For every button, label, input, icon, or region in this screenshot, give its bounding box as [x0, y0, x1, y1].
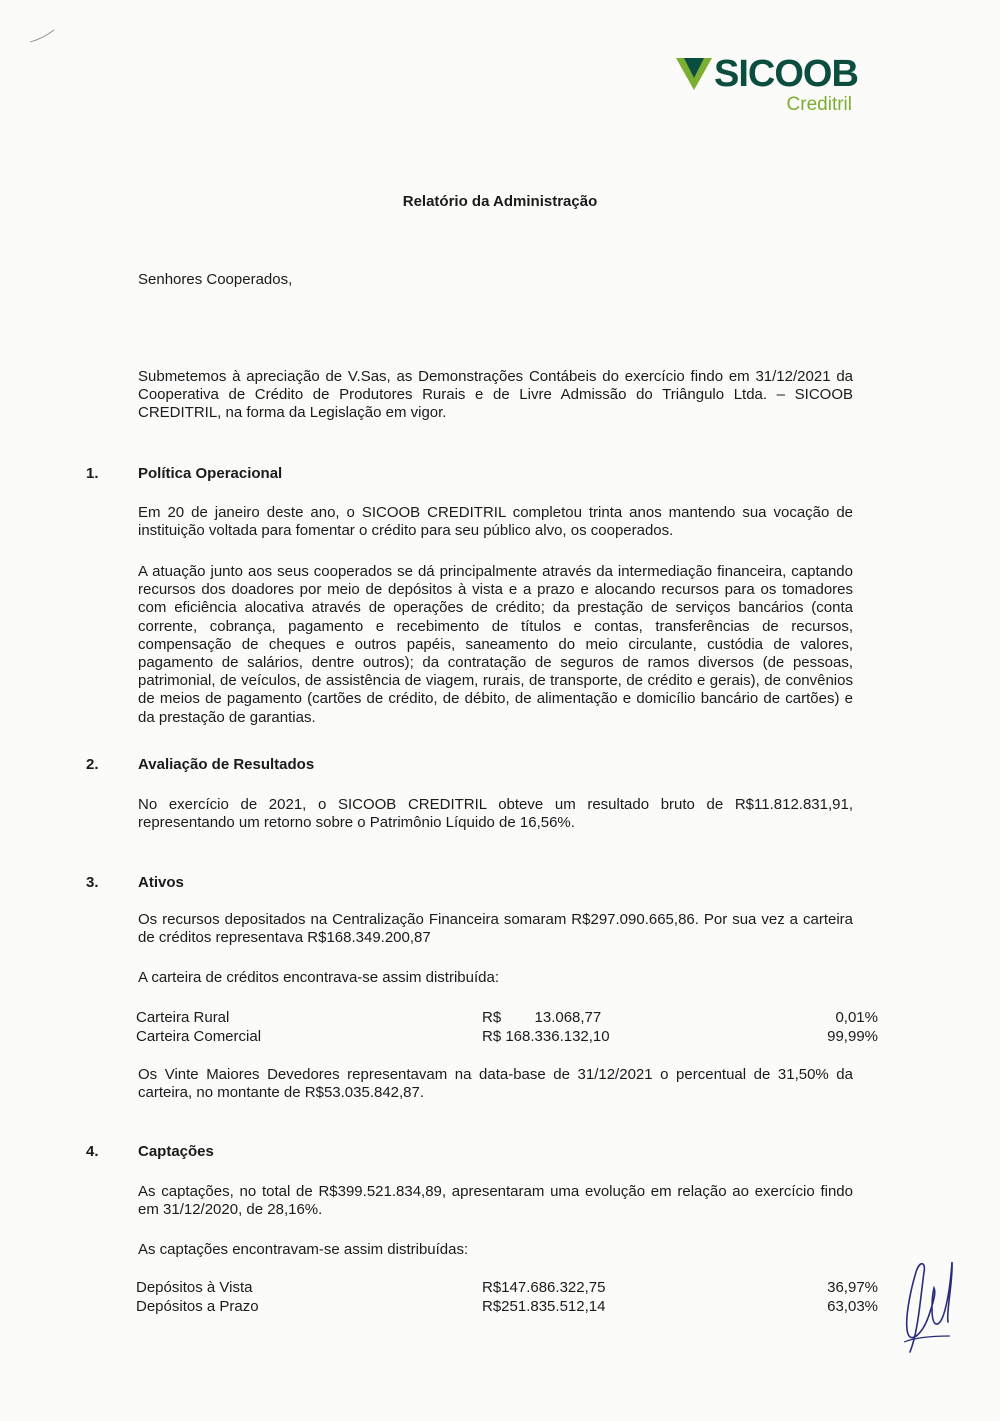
row-value: R$251.835.512,14 — [482, 1298, 606, 1315]
row-value: R$ 168.336.132,10 — [482, 1028, 610, 1045]
row-label: Depósitos à Vista — [136, 1279, 253, 1296]
section-paragraph: No exercício de 2021, o SICOOB CREDITRIL obteve um resultado bruto de R$11.812.831,91, representando um retorno sobre o Patrimônio Líquido de 16,56%. — [138, 796, 853, 832]
row-label: Carteira Comercial — [136, 1028, 262, 1045]
table-row — [136, 1297, 878, 1316]
row-percent: 0,01% — [835, 1009, 878, 1026]
row-label: Carteira Rural — [136, 1009, 230, 1026]
section-paragraph: Os Vinte Maiores Devedores representavam na data-base de 31/12/2021 o percentual de 31,50% da carteira, no montante de R$53.035.842,87. — [138, 1066, 853, 1102]
section-number: 1. — [86, 465, 99, 482]
scan-mark — [28, 26, 68, 46]
logo-wordmark: SICOOB — [714, 53, 858, 95]
logo-subtitle: Creditril — [786, 94, 852, 115]
section-paragraph: As captações encontravam-se assim distribuídas: — [138, 1241, 469, 1258]
table-row — [136, 1008, 878, 1027]
page-title: Relatório da Administração — [402, 193, 598, 210]
section-number: 2. — [86, 756, 99, 773]
section-paragraph: A atuação junto aos seus cooperados se dá principalmente através da intermediação financeira, captando recursos dos doadores por meio de depósitos à vista e a prazo e alocando recursos para os tomadores com eficiência alocativa através de operações de crédito; da prestação de serviços bancários (conta corrente, cobrança, pagamento e recebimento de títulos e contas, transferências de recursos, compensação de cheques e outros papéis, saneamento do meio circulante, custódia de valores, pagamento de salários, dentre outros); da contratação de seguros de ramos diversos (de pessoas, patrimonial, de veículos, de assistência de viagem, rurais, de transporte, de crédito e gerais), de convênios de meios de pagamento (cartões de crédito, de débito, de alimentação e domicílio bancário de cartões) e da prestação de garantias. — [138, 563, 853, 726]
section-heading: Avaliação de Resultados — [138, 756, 315, 773]
section-paragraph: As captações, no total de R$399.521.834,89, apresentaram uma evolução em relação ao exercício findo em 31/12/2020, de 28,16%. — [138, 1183, 853, 1219]
table-row — [136, 1278, 878, 1297]
section-heading: Captações — [138, 1143, 214, 1160]
table-row — [136, 1027, 878, 1046]
sicoob-logo — [676, 50, 856, 120]
section-paragraph: A carteira de créditos encontrava-se assim distribuída: — [138, 969, 500, 986]
row-percent: 63,03% — [827, 1298, 878, 1315]
section-heading: Política Operacional — [138, 465, 283, 482]
row-percent: 36,97% — [827, 1279, 878, 1296]
row-label: Depósitos a Prazo — [136, 1298, 259, 1315]
greeting: Senhores Cooperados, — [138, 271, 293, 288]
signature-initials — [890, 1252, 970, 1362]
intro-paragraph: Submetemos à apreciação de V.Sas, as Demonstrações Contábeis do exercício findo em 31/12/2021 da Cooperativa de Crédito de Produtores Rurais e de Livre Admissão do Triângulo Ltda. – SICOOB CREDITRIL, na forma da Legislação em vigor. — [138, 368, 853, 422]
sicoob-logo-icon — [676, 56, 712, 92]
section-paragraph: Em 20 de janeiro deste ano, o SICOOB CREDITRIL completou trinta anos mantendo sua vocação de instituição voltada para fomentar o crédito para seu público alvo, os cooperados. — [138, 504, 853, 540]
section-paragraph: Os recursos depositados na Centralização Financeira somaram R$297.090.665,86. Por sua vez a carteira de créditos representava R$168.349.200,87 — [138, 911, 853, 947]
section-number: 4. — [86, 1143, 99, 1160]
section-number: 3. — [86, 874, 99, 891]
row-value: R$147.686.322,75 — [482, 1279, 606, 1296]
row-percent: 99,99% — [827, 1028, 878, 1045]
row-value: R$ 13.068,77 — [482, 1009, 602, 1026]
section-heading: Ativos — [138, 874, 184, 891]
